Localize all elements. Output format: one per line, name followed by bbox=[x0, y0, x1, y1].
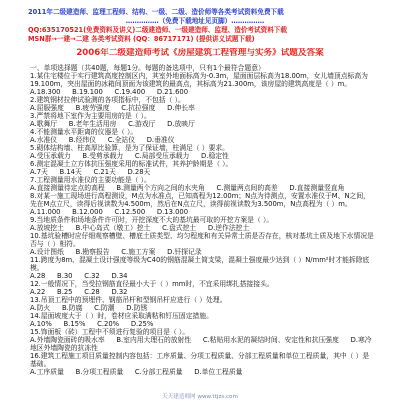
question-stem: 10.基坑验槽时应仔细观察槽壁、槽底土质类型、均匀程度和有关异常土质是否存在，核对基坑土质及地下水情况是否与（ ）相符。 bbox=[30, 232, 374, 248]
question-stem: 14.屋面坡度大于（ ）时，卷材应采取满粘和钉压固定措施。 bbox=[30, 312, 213, 320]
question-stem: 6.测定混凝土立方体抗压强度采用的标准试件，其养护龄期是（ ）。 bbox=[30, 160, 233, 168]
option-a: A.28 bbox=[30, 272, 46, 280]
question-options bbox=[30, 288, 375, 296]
option-b: B.分项工程质量 bbox=[75, 368, 124, 376]
option-a: A.工序质量 bbox=[30, 368, 64, 376]
header-promo-line-1: 2011年二级建造师、监理工程师、结构、一级、二级、造价师等各类考试资料免费下载 bbox=[28, 8, 284, 16]
question-13 bbox=[30, 296, 375, 312]
option-c: C.游戏厅 bbox=[128, 120, 156, 128]
question-stem: 13.吊顶工程中的预埋件、钢筋吊杆和型钢吊杆应进行（ ）处理。 bbox=[30, 296, 227, 304]
option-c: C.防潮 bbox=[94, 304, 115, 312]
question-options bbox=[30, 336, 375, 352]
option-a: A.防火 bbox=[30, 304, 51, 312]
question-options bbox=[30, 224, 375, 232]
question-3 bbox=[30, 112, 375, 128]
question-stem: 3.严禁将地下室作为主要用房的是（ ）。 bbox=[30, 112, 151, 120]
question-9 bbox=[30, 216, 375, 232]
option-a: A.设计图纸 bbox=[30, 248, 64, 256]
question-stem: 9.当地质条件和场地条件许可时，开挖深度不大的基坑最可取的开挖方案是（ ）。 bbox=[30, 216, 274, 224]
option-b: B.中心岛式（墩工）挖土 bbox=[75, 224, 151, 232]
question-options bbox=[30, 320, 375, 328]
option-b: B.防腐 bbox=[61, 304, 83, 312]
option-d: D.28天 bbox=[127, 168, 151, 176]
page-footer: 天天建造师网 www.ttjzs.com bbox=[162, 394, 238, 400]
option-d: D.防锈 bbox=[126, 304, 148, 312]
option-b: B.老年生活用房 bbox=[68, 120, 117, 128]
option-d: D.32 bbox=[111, 288, 128, 296]
option-b: B.30 bbox=[57, 272, 73, 280]
question-4 bbox=[30, 128, 375, 144]
question-6 bbox=[30, 160, 375, 176]
option-c: C.21天 bbox=[93, 168, 116, 176]
question-7 bbox=[30, 176, 375, 192]
question-11 bbox=[30, 256, 375, 280]
option-d: D.垂准仪 bbox=[146, 136, 175, 144]
option-a: A.7天 bbox=[30, 168, 48, 176]
option-d: D.25% bbox=[130, 320, 154, 328]
question-options bbox=[30, 368, 375, 376]
question-options bbox=[30, 272, 375, 280]
question-stem: 2.建筑钢材拉伸试验测的各项指标中，不包括（ ）。 bbox=[30, 96, 185, 104]
option-b: B.25 bbox=[57, 288, 73, 296]
option-a: A.放坡挖土 bbox=[30, 224, 64, 232]
section-heading: 一、单项选择题（共40题，每题1分。每题的备选项中，只有1个最符合题意） bbox=[30, 64, 265, 72]
option-b: B.测量两个方向之间的水夹角 bbox=[116, 184, 205, 192]
question-stem: 8.对某一施工现场进行高程测设，M点为水准点，已知高程为12.00m；N点为待测点，安置水准仪于M、N之间，先在M点立尺，读得后视读数为4.500m，然后在N点立尺，读得前视读数为3.500m，N点高程为（ ）m。 bbox=[30, 192, 370, 208]
option-c: C.施工方案 bbox=[121, 248, 156, 256]
question-stem: 7.工程测量用水准仪的主要功能是（ ）。 bbox=[30, 176, 151, 184]
option-b: B.12.000 bbox=[72, 208, 103, 216]
question-stem: 1.某住宅楼位于实行建筑高度控制区内，其室外地面标高为-0.3m，屋面面层标高为18.00m，女儿墙顶点标高为19.100m，突出屋面的冰箱间顶面为该建筑的最高点，其标高为21.300m，该房屋的建筑高度是（ ）m。 bbox=[30, 72, 368, 88]
option-d: D.伸长率 bbox=[167, 104, 195, 112]
option-a: A.水准仪 bbox=[30, 136, 58, 144]
question-options bbox=[30, 136, 375, 144]
option-c: C.局部受压承载力 bbox=[134, 152, 190, 160]
option-a: A.直接测量待定点的高程 bbox=[30, 184, 105, 192]
option-a: A.22 bbox=[30, 288, 46, 296]
option-a: A.10% bbox=[30, 320, 52, 328]
option-d: D.寒冷地区外墙陶瓷的抗冻性 bbox=[30, 336, 372, 352]
option-d: D.13.000 bbox=[156, 208, 189, 216]
question-stem: 11.跨度为8m、混凝土设计强度等级为C40的钢筋混凝土简支梁，混凝土强度最少达到（ ）N/mm²时才能拆除底模。 bbox=[30, 256, 370, 272]
option-c: C.12.500 bbox=[114, 208, 146, 216]
option-b: B.勘察报告 bbox=[75, 248, 110, 256]
option-c: C.28 bbox=[84, 288, 100, 296]
option-b: B.15% bbox=[63, 320, 86, 328]
option-b: B.疲劳强度 bbox=[75, 104, 110, 112]
question-options bbox=[30, 88, 375, 96]
option-a: A.外墙陶瓷面砖的吸水率 bbox=[30, 336, 105, 344]
option-d: D.钎探记录 bbox=[167, 248, 202, 256]
option-a: A.歌舞厅 bbox=[30, 120, 58, 128]
header-contact-line-2: MSN群→一建→二建 各类考试资料 (QQ：86717171) (提供讲义试题下载) bbox=[28, 35, 255, 43]
option-d: D.单位工程质量 bbox=[194, 368, 243, 376]
question-options bbox=[30, 208, 375, 216]
question-stem: 15.饰面板（砖）工程中不须进行复验的项目是（ ）。 bbox=[30, 328, 190, 336]
option-a: A.18.300 bbox=[30, 88, 61, 96]
option-a: A.屈服强度 bbox=[30, 104, 64, 112]
option-b: B.室内用大理石的放射性 bbox=[116, 336, 192, 344]
option-c: C.32 bbox=[84, 272, 100, 280]
question-options bbox=[30, 152, 375, 160]
question-options bbox=[30, 104, 375, 112]
option-d: D.放映厅 bbox=[167, 120, 195, 128]
option-c: C.分部工程质量 bbox=[134, 368, 183, 376]
question-options bbox=[30, 168, 375, 176]
option-d: D.34 bbox=[111, 272, 128, 280]
option-c: C.盘式挖土 bbox=[162, 224, 197, 232]
question-stem: 16.建筑工程施工项目质量控制内容包括：工序质量、分项工程质量、分部工程质量和单位工程质量，其中（ ）是基础。 bbox=[30, 352, 370, 368]
option-c: C.全站仪 bbox=[107, 136, 135, 144]
option-a: A.11.000 bbox=[30, 208, 61, 216]
header-promo-line-2: ……………（免费下载地址见页脚）…………… bbox=[125, 17, 265, 25]
question-1 bbox=[30, 72, 375, 96]
option-b: B.受剪承载力 bbox=[82, 152, 124, 160]
option-a: A.受压承载力 bbox=[30, 152, 71, 160]
document-title: 2006年二级建造师考试《房屋建筑工程管理与实务》试题及答案 bbox=[76, 48, 324, 58]
option-c: C.粘贴用水泥的凝结时间、安定性和抗压强度 bbox=[202, 336, 339, 344]
question-8 bbox=[30, 192, 375, 216]
option-d: D.21.600 bbox=[156, 88, 189, 96]
option-d: D.逆作法挖土 bbox=[207, 224, 250, 232]
question-stem: 12.一般情况下，当受拉钢筋直径最小大于（ ）mm时，不宜采用绑扎搭接接头。 bbox=[30, 280, 274, 288]
option-b: B.19.100 bbox=[72, 88, 103, 96]
question-options bbox=[30, 120, 375, 128]
option-b: B.14天 bbox=[59, 168, 82, 176]
question-options bbox=[30, 184, 375, 192]
question-2 bbox=[30, 96, 375, 112]
option-b: B.经纬仪 bbox=[68, 136, 96, 144]
question-options bbox=[30, 304, 375, 312]
question-12 bbox=[30, 280, 375, 296]
question-15 bbox=[30, 328, 375, 352]
question-10 bbox=[30, 232, 375, 256]
option-c: C.抗拉强度 bbox=[121, 104, 156, 112]
question-14 bbox=[30, 312, 375, 328]
option-c: C.20% bbox=[97, 320, 120, 328]
option-c: C.测量两点间的高差 bbox=[216, 184, 278, 192]
header-contact-line-1: QQ:635170521(免费资料及讲义)二级建造师、一级建造师、监理、造价考试资料下载 bbox=[28, 26, 287, 34]
option-c: C.19.400 bbox=[114, 88, 146, 96]
question-options bbox=[30, 248, 375, 256]
option-d: D.直接测量竖直角 bbox=[289, 184, 345, 192]
question-stem: 5.砌体结构墙、柱高厚比验算，是为了保证墙，柱满足（ ）要求。 bbox=[30, 144, 229, 152]
question-stem: 4.不能测量水平距离的仪器是（ ）。 bbox=[30, 128, 138, 136]
document-body bbox=[30, 64, 375, 387]
question-5 bbox=[30, 144, 375, 160]
option-d: D.稳定性 bbox=[201, 152, 229, 160]
question-16 bbox=[30, 352, 375, 376]
